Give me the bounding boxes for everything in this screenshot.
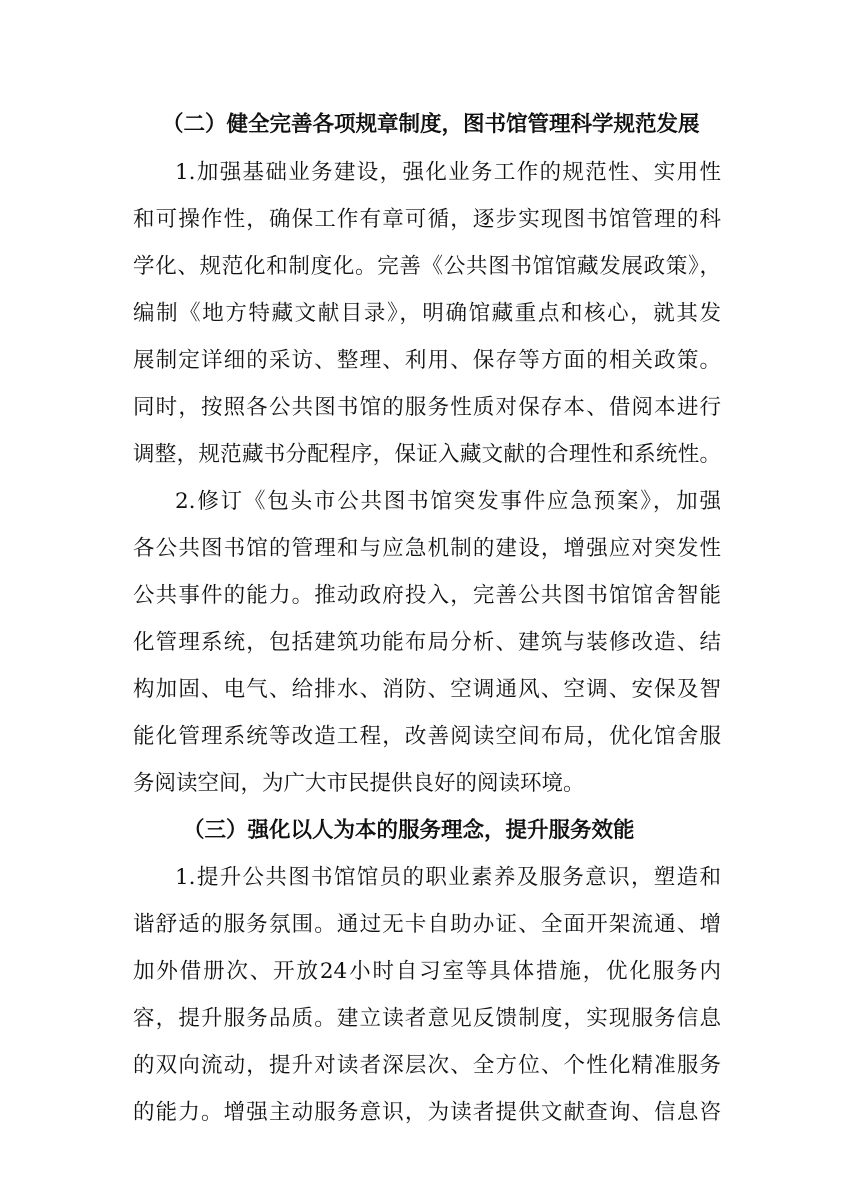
paragraph-line: 1.提升公共图书馆馆员的职业素养及服务意识，塑造和 [175, 865, 721, 890]
paragraph-line: 公共事件的能力。推动政府投入，完善公共图书馆馆舍智能 [133, 583, 721, 608]
paragraph-line: 编制《地方特藏文献目录》，明确馆藏重点和核心，就其发 [133, 301, 721, 326]
paragraph-line: 谐舒适的服务氛围。通过无卡自助办证、全面开架流通、增 [133, 912, 721, 937]
paragraph-line: 调整，规范藏书分配程序，保证入藏文献的合理性和系统性。 [133, 442, 721, 467]
paragraph-line: 的双向流动，提升对读者深层次、全方位、个性化精准服务 [133, 1053, 721, 1078]
paragraph-line: 能化管理系统等改造工程，改善阅读空间布局，优化馆舍服 [133, 724, 721, 749]
paragraph-line: 的能力。增强主动服务意识，为读者提供文献查询、信息咨 [133, 1100, 721, 1125]
paragraph-line: 加外借册次、开放24小时自习室等具体措施，优化服务内 [133, 959, 721, 984]
section-heading: （二）健全完善各项规章制度，图书馆管理科学规范发展 [162, 112, 700, 137]
paragraph-line: 和可操作性，确保工作有章可循，逐步实现图书馆管理的科 [133, 207, 721, 232]
paragraph-line: 学化、规范化和制度化。完善《公共图书馆馆藏发展政策》， [133, 254, 721, 279]
section-heading: （三）强化以人为本的服务理念，提升服务效能 [183, 818, 635, 843]
paragraph-line: 展制定详细的采访、整理、利用、保存等方面的相关政策。 [133, 348, 721, 373]
paragraph-line: 同时，按照各公共图书馆的服务性质对保存本、借阅本进行 [133, 395, 721, 420]
paragraph-line: 构加固、电气、给排水、消防、空调通风、空调、安保及智 [133, 677, 721, 702]
paragraph-line: 务阅读空间，为广大市民提供良好的阅读环境。 [133, 771, 585, 796]
paragraph-line: 2.修订《包头市公共图书馆突发事件应急预案》，加强 [175, 489, 721, 514]
paragraph-line: 容，提升服务品质。建立读者意见反馈制度，实现服务信息 [133, 1006, 721, 1031]
paragraph-line: 1.加强基础业务建设，强化业务工作的规范性、实用性 [175, 160, 721, 185]
paragraph-line: 各公共图书馆的管理和与应急机制的建设，增强应对突发性 [133, 536, 721, 561]
paragraph-line: 化管理系统，包括建筑功能布局分析、建筑与装修改造、结 [133, 630, 721, 655]
